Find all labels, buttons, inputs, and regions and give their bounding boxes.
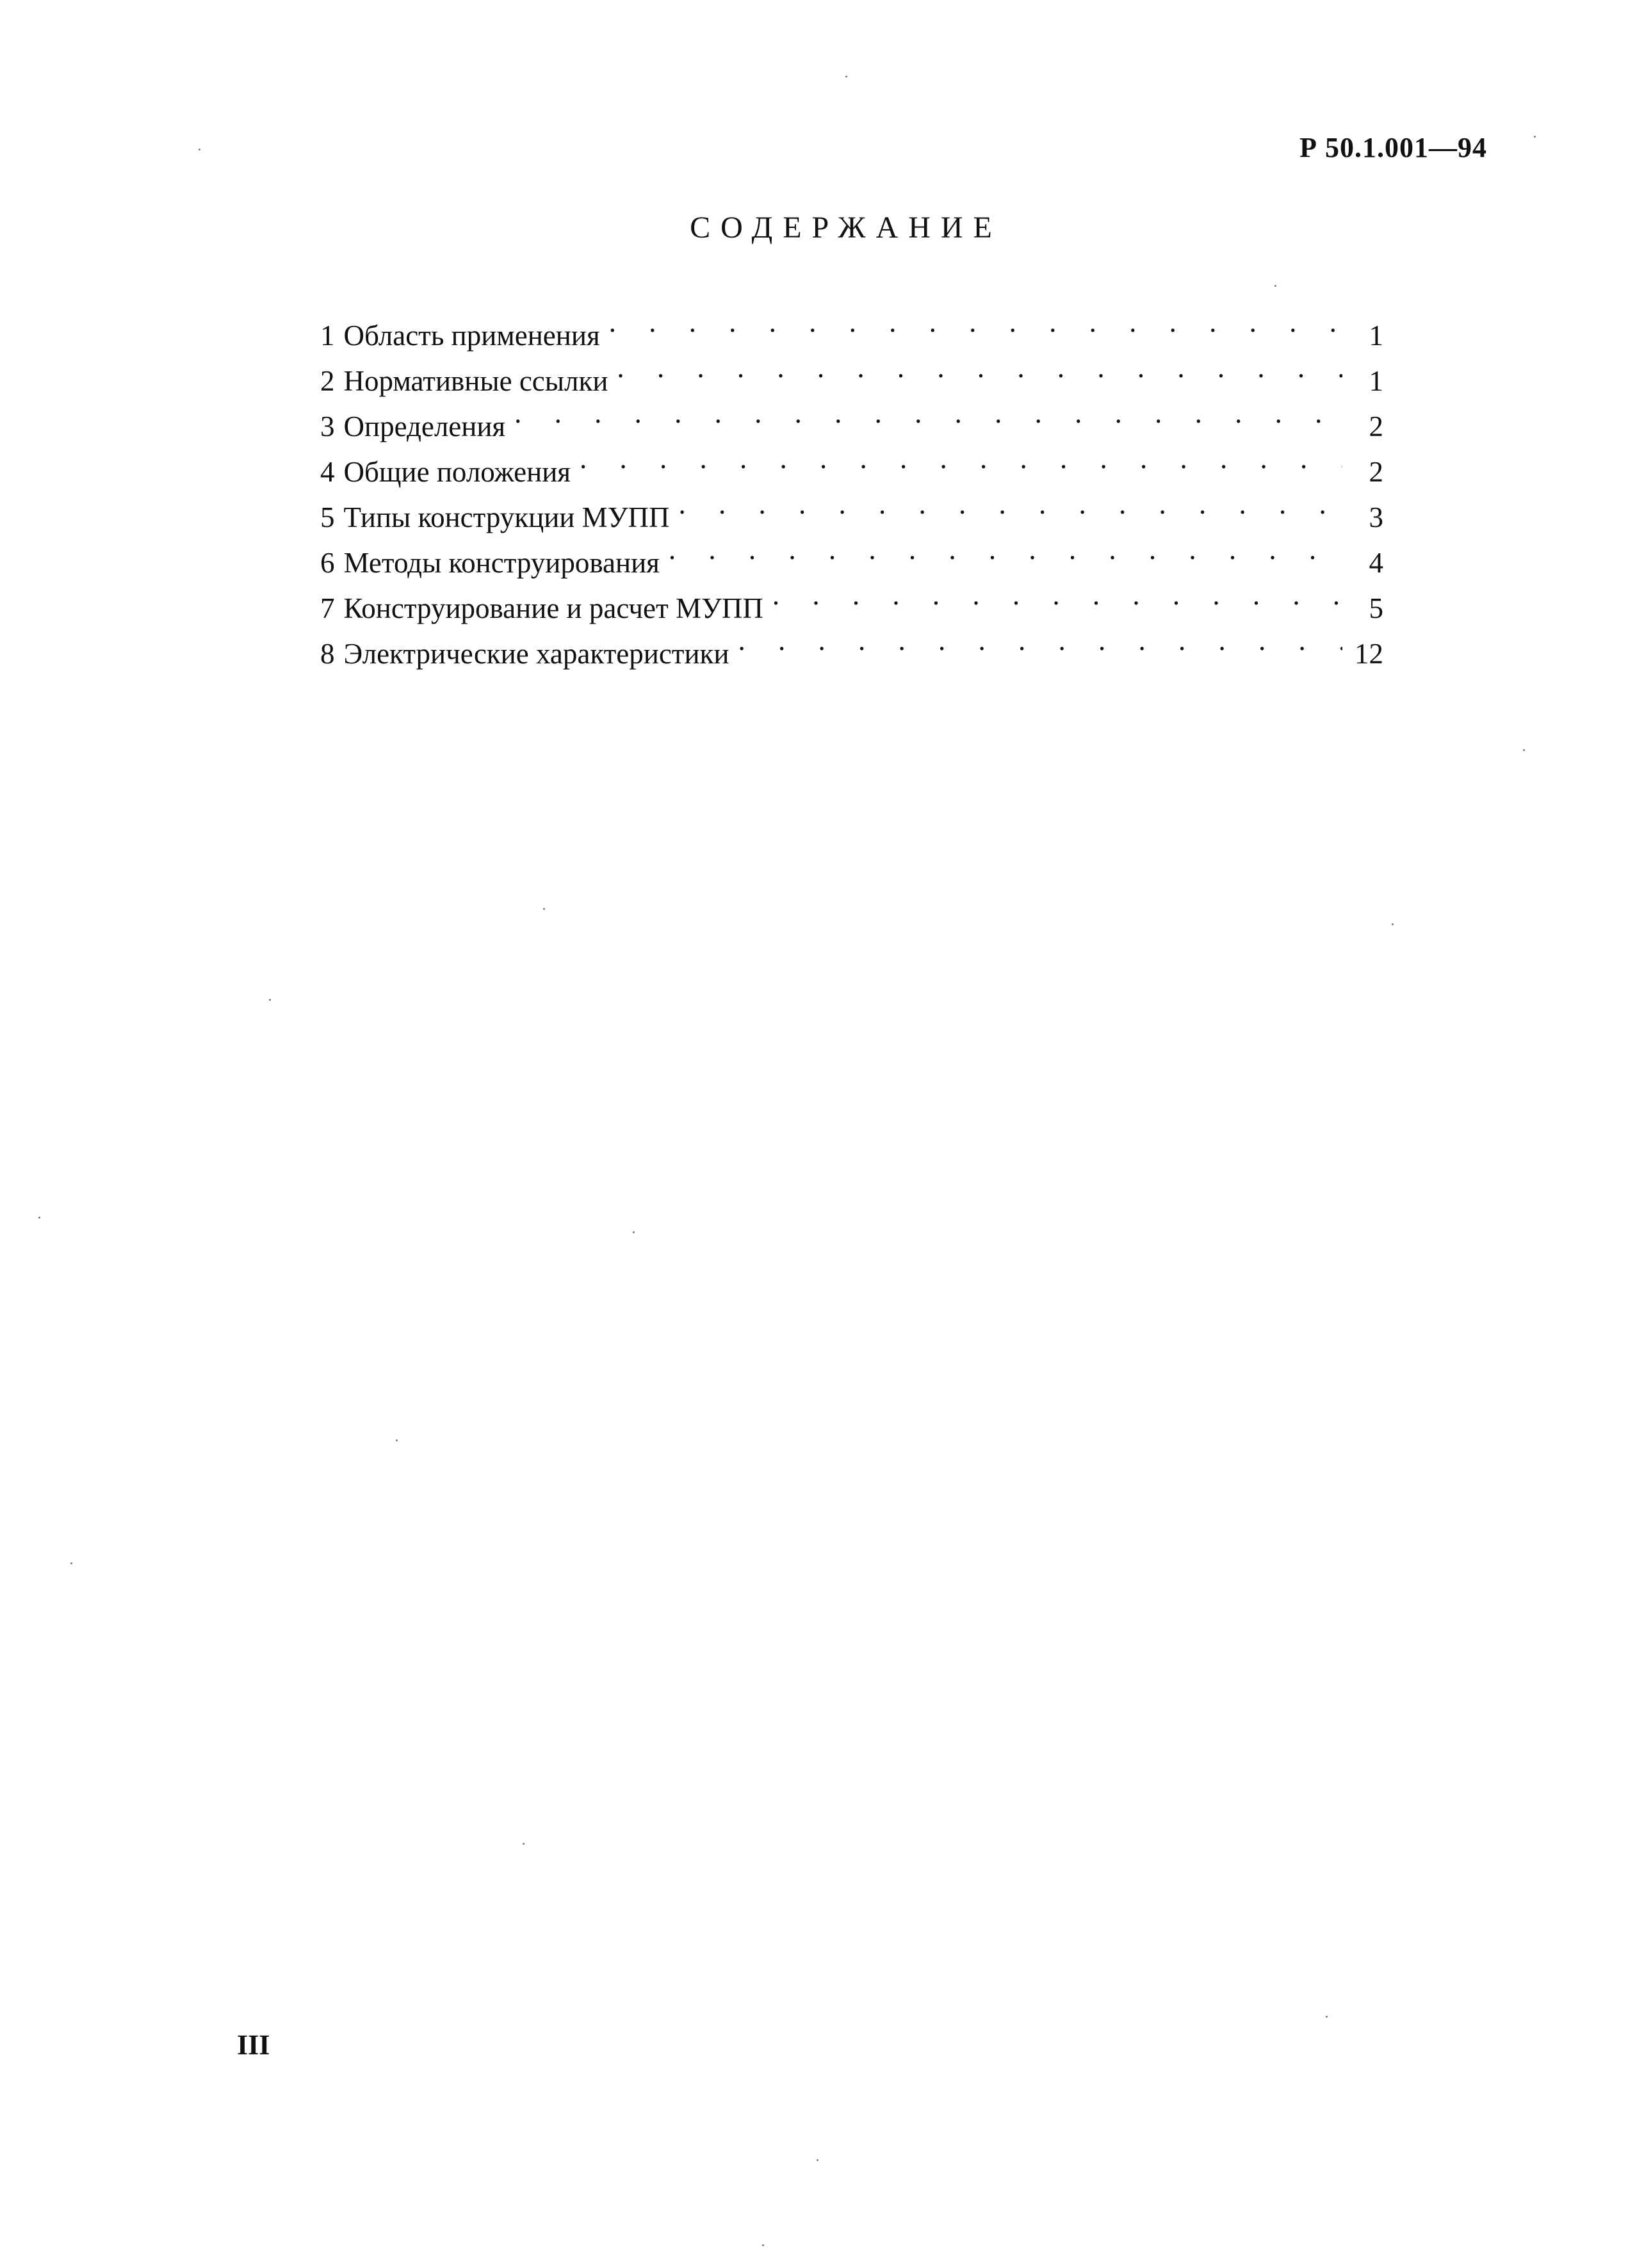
toc-dot-leader [514,391,1342,436]
toc-entry-page: 2 [1369,410,1383,442]
scan-speck [1523,749,1525,751]
scan-speck [633,1231,635,1233]
toc-entry-title: Конструирование и расчет МУПП [343,592,763,624]
scan-speck [1392,923,1394,925]
toc-entry-number: 5 [320,501,335,533]
toc-entry-title: Определения [343,410,506,442]
toc-title: СОДЕРЖАНИЕ [690,211,1002,245]
toc-entry-page: 5 [1369,592,1383,624]
toc-entry-page: 1 [1369,320,1383,352]
scan-speck [1274,285,1276,287]
toc-dot-leader [617,345,1342,391]
scan-speck [1326,2016,1328,2018]
toc-dot-leader [772,572,1342,618]
toc-entry-number: 1 [320,320,335,352]
toc-entry-title: Электрические характеристики [343,638,729,670]
toc-entry-title: Область применения [343,320,600,352]
toc-dot-leader [580,436,1342,482]
toc-entry-number: 6 [320,547,335,579]
toc-entry-title: Методы конструирования [343,547,660,579]
toc-dot-leader [679,482,1343,527]
toc-entry-number: 3 [320,410,335,442]
toc-entry-title: Общие положения [343,456,571,488]
toc-entry[interactable] [320,300,1383,352]
toc-entry-title: Типы конструкции МУПП [343,501,670,533]
toc-entry-page: 1 [1369,365,1383,397]
toc-entry-page: 2 [1369,456,1383,488]
toc-entry-number: 7 [320,592,335,624]
scan-speck [845,76,847,77]
toc-entry-title: Нормативные ссылки [343,365,608,397]
scan-speck [817,2159,818,2161]
toc-entry-page: 12 [1355,638,1383,670]
toc-entry-number: 8 [320,638,335,670]
scan-speck [70,1562,72,1564]
toc-entry-page: 4 [1369,547,1383,579]
scan-speck [762,2244,764,2246]
scan-speck [396,1439,398,1441]
toc-entry-number: 4 [320,456,335,488]
toc-entry-number: 2 [320,365,335,397]
toc-dot-leader [669,527,1342,572]
scan-speck [543,908,545,910]
scan-speck [269,999,271,1001]
page-number: III [237,2029,270,2061]
document-code: Р 50.1.001—94 [1299,132,1487,163]
scan-speck [199,149,200,150]
scan-speck [1534,136,1536,138]
scan-speck [523,1843,525,1845]
toc-entry-page: 3 [1369,501,1383,533]
toc-dot-leader [609,300,1342,345]
toc-dot-leader [738,618,1343,663]
table-of-contents [320,300,1383,670]
scan-speck [38,1217,40,1219]
